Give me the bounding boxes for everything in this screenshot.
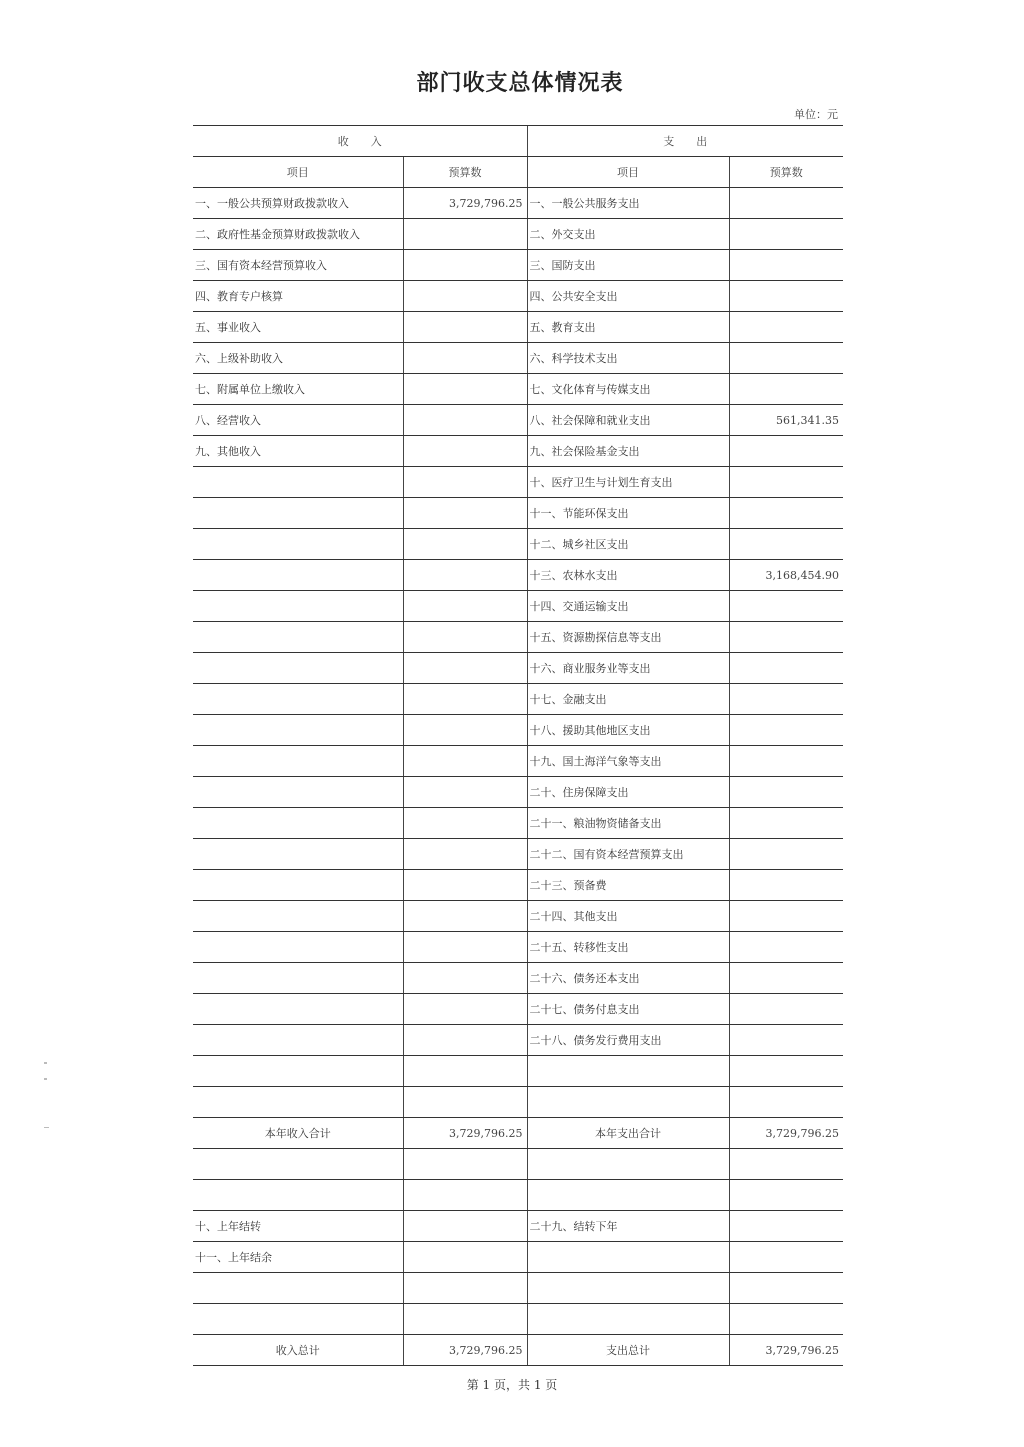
income-item-cell [193,715,403,746]
income-amount-cell [403,498,527,529]
expense-item-cell: 十九、国土海洋气象等支出 [527,746,729,777]
blank-row [193,1304,843,1335]
blank-cell [527,1273,729,1304]
expense-budget-header: 预算数 [729,157,843,188]
table-row [193,529,843,560]
column-header-row [193,157,843,188]
table-row [193,1056,843,1087]
table-row [193,746,843,777]
year-expense-total-amount: 3,729,796.25 [729,1118,843,1149]
expense-amount-cell [729,746,843,777]
blank-cell [527,1180,729,1211]
income-amount-cell [403,219,527,250]
blank-cell [729,1273,843,1304]
income-item-cell [193,560,403,591]
prev-surplus-label: 十一、上年结余 [193,1242,403,1273]
table-row [193,436,843,467]
income-amount-cell [403,963,527,994]
income-grand-total-label: 收入总计 [193,1335,403,1366]
income-item-cell [193,467,403,498]
page-footer: 第 1 页，共 1 页 [466,1378,558,1392]
table-row [193,250,843,281]
table-row [193,870,843,901]
scan-artifact [44,1062,47,1064]
income-grand-total-amount: 3,729,796.25 [403,1335,527,1366]
expense-amount-cell [729,839,843,870]
income-amount-cell [403,560,527,591]
income-amount-cell [403,994,527,1025]
income-item-cell [193,777,403,808]
income-amount-cell [403,684,527,715]
budget-table [193,125,843,1366]
expense-item-cell: 十、医疗卫生与计划生育支出 [527,467,729,498]
income-amount-cell [403,405,527,436]
expense-item-cell: 十五、资源勘探信息等支出 [527,622,729,653]
income-item-cell [193,529,403,560]
table-row [193,343,843,374]
income-amount-cell [403,281,527,312]
table-row [193,312,843,343]
expense-amount-cell [729,870,843,901]
income-item-cell: 一、一般公共预算财政拨款收入 [193,188,403,219]
income-amount-cell [403,653,527,684]
surplus-row [193,1242,843,1273]
income-amount-cell: 3,729,796.25 [403,188,527,219]
expense-item-cell: 九、社会保险基金支出 [527,436,729,467]
income-section-header: 收 入 [193,126,527,157]
expense-amount-cell: 561,341.35 [729,405,843,436]
expense-item-cell: 十八、援助其他地区支出 [527,715,729,746]
expense-item-cell: 十三、农林水支出 [527,560,729,591]
expense-amount-cell [729,219,843,250]
income-item-cell [193,839,403,870]
income-item-cell [193,963,403,994]
income-item-header: 项目 [193,157,403,188]
income-amount-cell [403,467,527,498]
expense-item-cell: 八、社会保障和就业支出 [527,405,729,436]
income-item-cell [193,901,403,932]
income-item-cell [193,746,403,777]
expense-item-cell: 二十四、其他支出 [527,901,729,932]
expense-amount-cell [729,312,843,343]
expense-grand-total-label: 支出总计 [527,1335,729,1366]
expense-item-cell: 二十三、预备费 [527,870,729,901]
expense-amount-cell [729,994,843,1025]
expense-item-cell: 十四、交通运输支出 [527,591,729,622]
expense-item-cell: 七、文化体育与传媒支出 [527,374,729,405]
expense-amount-cell [729,436,843,467]
income-amount-cell [403,808,527,839]
blank-cell [403,1273,527,1304]
blank-row [193,1149,843,1180]
expense-amount-cell [729,529,843,560]
expense-item-cell: 六、科学技术支出 [527,343,729,374]
table-row [193,374,843,405]
expense-item-cell: 二十一、粮油物资储备支出 [527,808,729,839]
blank-cell [193,1180,403,1211]
expense-item-cell: 十二、城乡社区支出 [527,529,729,560]
expense-item-cell: 二十七、债务付息支出 [527,994,729,1025]
expense-amount-cell [729,467,843,498]
blank-cell [527,1242,729,1273]
table-row [193,808,843,839]
table-row [193,777,843,808]
expense-item-cell: 二十五、转移性支出 [527,932,729,963]
blank-cell [729,1304,843,1335]
income-amount-cell [403,529,527,560]
expense-item-cell: 十六、商业服务业等支出 [527,653,729,684]
table-row [193,219,843,250]
income-item-cell: 七、附属单位上缴收入 [193,374,403,405]
income-budget-header: 预算数 [403,157,527,188]
income-amount-cell [403,715,527,746]
income-item-cell: 九、其他收入 [193,436,403,467]
income-item-cell: 六、上级补助收入 [193,343,403,374]
table-row [193,715,843,746]
expense-amount-cell [729,777,843,808]
expense-amount-cell [729,622,843,653]
carry-row [193,1211,843,1242]
income-item-cell [193,870,403,901]
expense-item-cell: 四、公共安全支出 [527,281,729,312]
table-row [193,932,843,963]
income-item-cell: 二、政府性基金预算财政拨款收入 [193,219,403,250]
income-item-cell [193,1025,403,1056]
expense-item-cell: 二十八、债务发行费用支出 [527,1025,729,1056]
table-row [193,188,843,219]
income-item-cell [193,622,403,653]
income-item-cell [193,932,403,963]
expense-item-cell: 十七、金融支出 [527,684,729,715]
section-header-row [193,126,843,157]
income-amount-cell [403,1056,527,1087]
blank-cell [729,1149,843,1180]
scan-artifact [44,1078,47,1080]
table-row [193,622,843,653]
income-item-cell [193,1087,403,1118]
table-row [193,994,843,1025]
expense-amount-cell [729,343,843,374]
expense-amount-cell [729,374,843,405]
blank-cell [193,1149,403,1180]
page-title: 部门收支总体情况表 [416,70,624,96]
year-total-row [193,1118,843,1149]
blank-cell [527,1149,729,1180]
table-row [193,684,843,715]
prev-carryover-amount [403,1211,527,1242]
year-expense-total-label: 本年支出合计 [527,1118,729,1149]
income-amount-cell [403,870,527,901]
carry-next-year-amount [729,1211,843,1242]
table-row [193,591,843,622]
blank-cell [729,1180,843,1211]
income-amount-cell [403,250,527,281]
expense-section-header: 支 出 [527,126,843,157]
expense-item-cell: 三、国防支出 [527,250,729,281]
income-item-cell [193,994,403,1025]
blank-row [193,1273,843,1304]
prev-surplus-amount [403,1242,527,1273]
income-amount-cell [403,343,527,374]
income-item-cell [193,653,403,684]
table-row [193,963,843,994]
income-amount-cell [403,1025,527,1056]
table-row [193,653,843,684]
expense-item-cell: 二十二、国有资本经营预算支出 [527,839,729,870]
expense-item-cell: 二十、住房保障支出 [527,777,729,808]
table-row [193,1025,843,1056]
income-amount-cell [403,901,527,932]
income-item-cell: 四、教育专户核算 [193,281,403,312]
blank-cell [193,1273,403,1304]
expense-grand-total-amount: 3,729,796.25 [729,1335,843,1366]
income-amount-cell [403,839,527,870]
income-amount-cell [403,591,527,622]
income-amount-cell [403,622,527,653]
expense-amount-cell [729,901,843,932]
blank-cell [403,1149,527,1180]
table-row [193,839,843,870]
expense-item-cell: 二、外交支出 [527,219,729,250]
expense-amount-cell [729,653,843,684]
table-row [193,467,843,498]
income-amount-cell [403,1087,527,1118]
expense-item-header: 项目 [527,157,729,188]
year-income-total-label: 本年收入合计 [193,1118,403,1149]
income-item-cell [193,498,403,529]
income-item-cell: 三、国有资本经营预算收入 [193,250,403,281]
table-row [193,560,843,591]
income-amount-cell [403,374,527,405]
expense-amount-cell [729,188,843,219]
expense-amount-cell [729,1087,843,1118]
table-row [193,498,843,529]
blank-row [193,1180,843,1211]
table-body [193,126,843,1366]
table-row [193,1087,843,1118]
blank-cell [527,1304,729,1335]
expense-amount-cell [729,591,843,622]
expense-amount-cell [729,1025,843,1056]
expense-amount-cell [729,932,843,963]
expense-amount-cell [729,250,843,281]
blank-cell [729,1242,843,1273]
prev-carryover-label: 十、上年结转 [193,1211,403,1242]
table-row [193,901,843,932]
grand-total-row [193,1335,843,1366]
income-amount-cell [403,777,527,808]
blank-cell [193,1304,403,1335]
expense-amount-cell [729,498,843,529]
income-amount-cell [403,312,527,343]
table-row [193,405,843,436]
expense-item-cell [527,1056,729,1087]
income-item-cell: 八、经营收入 [193,405,403,436]
expense-item-cell: 二十六、债务还本支出 [527,963,729,994]
income-item-cell: 五、事业收入 [193,312,403,343]
expense-amount-cell: 3,168,454.90 [729,560,843,591]
expense-amount-cell [729,963,843,994]
expense-item-cell: 十一、节能环保支出 [527,498,729,529]
income-item-cell [193,591,403,622]
table-row [193,281,843,312]
income-item-cell [193,684,403,715]
income-item-cell [193,808,403,839]
expense-amount-cell [729,684,843,715]
expense-amount-cell [729,281,843,312]
unit-label: 单位：元 [794,108,838,121]
expense-amount-cell [729,1056,843,1087]
expense-item-cell: 一、一般公共服务支出 [527,188,729,219]
income-amount-cell [403,932,527,963]
expense-item-cell: 五、教育支出 [527,312,729,343]
expense-item-cell [527,1087,729,1118]
income-amount-cell [403,436,527,467]
carry-next-year-label: 二十九、结转下年 [527,1211,729,1242]
income-amount-cell [403,746,527,777]
income-item-cell [193,1056,403,1087]
expense-amount-cell [729,808,843,839]
blank-cell [403,1304,527,1335]
year-income-total-amount: 3,729,796.25 [403,1118,527,1149]
scan-artifact [44,1127,49,1128]
blank-cell [403,1180,527,1211]
expense-amount-cell [729,715,843,746]
